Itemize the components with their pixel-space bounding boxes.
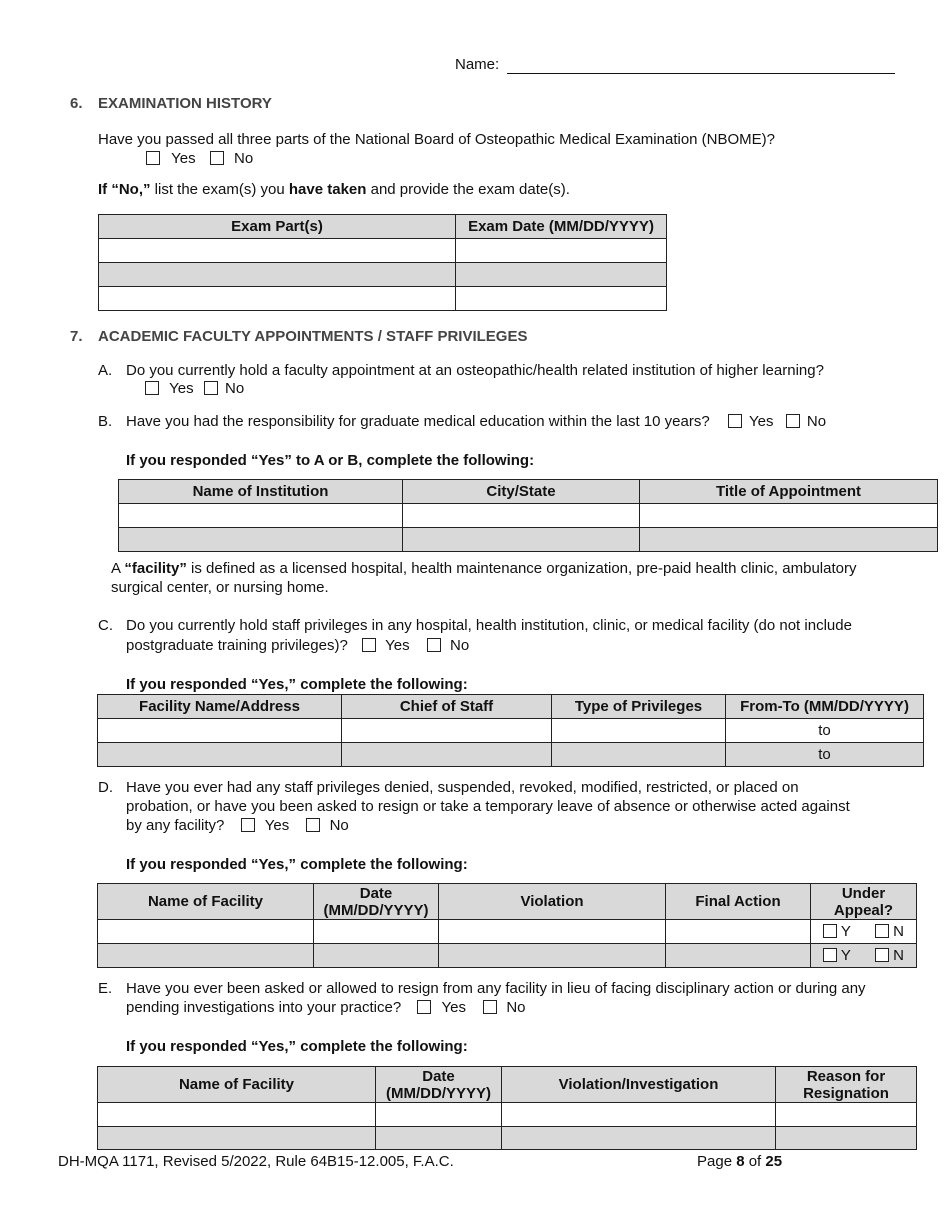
appeal-cell [811,920,917,944]
e-yes-label: Yes [441,999,466,1016]
exam-date-cell[interactable] [456,263,667,287]
reason-resignation-header: Reason for Resignation [776,1067,917,1103]
from-to-cell[interactable] [726,743,924,767]
table-cell[interactable] [98,1103,376,1127]
appeal-cell [811,944,917,968]
exam-part-cell[interactable] [99,287,456,311]
a-no-label: No [225,380,245,397]
question-c-line1: Do you currently hold staff privileges in any hospital, health institution, clinic, or medical facility (do not include [126,617,852,634]
exam-part-cell[interactable] [99,239,456,263]
table-cell[interactable] [98,743,342,767]
to-label: to [818,722,831,739]
table-cell[interactable] [314,944,439,968]
question-a-letter: A. [98,362,113,379]
question-a-text: Do you currently hold a faculty appointment at an osteopathic/health related institution of higher learning? [126,362,824,379]
table-cell[interactable] [342,719,552,743]
d-no-checkbox[interactable] [306,818,320,832]
table-cell[interactable] [98,920,314,944]
table-cell[interactable] [342,743,552,767]
ab-instruction: If you responded “Yes” to A or B, complete the following: [126,452,535,469]
appeal-y-checkbox[interactable] [823,924,837,938]
name-input-line[interactable] [507,73,895,74]
city-state-header: City/State [403,480,640,504]
table-cell[interactable] [502,1127,776,1150]
nbome-question: Have you passed all three parts of the National Board of Osteopathic Medical Examination (NBOME)? [98,131,776,148]
table-cell[interactable] [776,1103,917,1127]
to-label: to [818,746,831,763]
e-instruction: If you responded “Yes,” complete the following: [126,1038,468,1055]
question-c-letter: C. [98,617,113,634]
table-cell[interactable] [119,504,403,528]
table-row [98,944,917,968]
nbome-answer [146,150,253,167]
from-to-cell[interactable] [726,719,924,743]
date-header: Date (MM/DD/YYYY) [314,884,439,920]
appeal-n-checkbox[interactable] [875,924,889,938]
facility-definition-line2: surgical center, or nursing home. [111,579,329,596]
section-7-number: 7. [70,328,83,345]
c-yes-checkbox[interactable] [362,638,376,652]
exam-part-cell[interactable] [99,263,456,287]
nbome-yes-checkbox[interactable] [146,151,160,165]
nbome-no-label: No [234,150,254,167]
question-b-letter: B. [98,413,113,430]
violation-investigation-header: Violation/Investigation [502,1067,776,1103]
d-instruction: If you responded “Yes,” complete the following: [126,856,468,873]
table-cell[interactable] [98,944,314,968]
faculty-table [118,479,938,552]
table-cell[interactable] [376,1127,502,1150]
question-d-line1: Have you ever had any staff privileges denied, suspended, revoked, modified, restricted, or placed on [126,779,799,796]
exam-part-header: Exam Part(s) [99,215,456,239]
b-yes-checkbox[interactable] [728,414,742,428]
table-cell[interactable] [552,743,726,767]
appeal-y-label: Y [840,947,851,964]
nbome-yes-label: Yes [171,150,196,167]
appeal-y-checkbox[interactable] [823,948,837,962]
b-no-checkbox[interactable] [786,414,800,428]
table-cell[interactable] [776,1127,917,1150]
question-d-letter: D. [98,779,113,796]
appeal-n-label: N [893,923,904,940]
from-to-header: From-To (MM/DD/YYYY) [726,695,924,719]
question-c-line2: postgraduate training privileges)? Yes No [126,637,470,654]
privilege-actions-table [97,883,917,968]
nbome-no-checkbox[interactable] [210,151,224,165]
exam-date-cell[interactable] [456,287,667,311]
table-cell[interactable] [314,920,439,944]
table-row [99,263,667,287]
table-cell[interactable] [502,1103,776,1127]
violation-header: Violation [439,884,666,920]
exam-date-cell[interactable] [456,239,667,263]
exam-date-header: Exam Date (MM/DD/YYYY) [456,215,667,239]
table-cell[interactable] [403,504,640,528]
d-yes-label: Yes [264,817,290,834]
table-row [99,239,667,263]
table-row [98,719,924,743]
table-row [98,920,917,944]
table-cell[interactable] [439,944,666,968]
a-yes-label: Yes [169,380,194,397]
table-row [98,1103,917,1127]
title-appointment-header: Title of Appointment [640,480,938,504]
b-no-label: No [806,413,827,430]
table-cell[interactable] [98,719,342,743]
e-no-checkbox[interactable] [483,1000,497,1014]
question-d-line3: by any facility? Yes No [126,817,349,834]
a-yes-checkbox[interactable] [145,381,159,395]
table-cell[interactable] [552,719,726,743]
facility-header: Name of Facility [98,1067,376,1103]
table-cell[interactable] [376,1103,502,1127]
table-cell[interactable] [98,1127,376,1150]
appeal-n-checkbox[interactable] [875,948,889,962]
facility-name-header: Facility Name/Address [98,695,342,719]
facility-header: Name of Facility [98,884,314,920]
question-e-line1: Have you ever been asked or allowed to resign from any facility in lieu of facing disciplinary action or during any [126,980,866,997]
type-privileges-header: Type of Privileges [552,695,726,719]
d-no-label: No [329,817,349,834]
institution-header: Name of Institution [119,480,403,504]
c-yes-label: Yes [385,637,410,654]
table-cell[interactable] [666,920,811,944]
table-cell[interactable] [403,528,640,552]
page-number: Page 8 of 25 [697,1153,783,1170]
a-no-checkbox[interactable] [204,381,218,395]
table-cell[interactable] [439,920,666,944]
table-row [119,504,938,528]
table-cell[interactable] [640,528,938,552]
privileges-table [97,694,924,767]
question-a-answer [145,380,244,397]
c-no-checkbox[interactable] [427,638,441,652]
question-b-text [126,413,826,430]
date-header: Date (MM/DD/YYYY) [376,1067,502,1103]
table-row [99,287,667,311]
if-no-instruction: If “No,” list the exam(s) you have taken and provide the exam date(s). [98,181,570,198]
question-d-line2: probation, or have you been asked to resign or take a temporary leave of absence or otherwise acted against [126,798,850,815]
facility-definition-line1: A “facility” is defined as a licensed hospital, health maintenance organization, pre-paid health clinic, ambulatory [111,560,857,577]
question-e-line2: pending investigations into your practice? Yes No [126,999,526,1016]
form-id: DH-MQA 1171, Revised 5/2022, Rule 64B15-12.005, F.A.C. [58,1153,454,1170]
exam-table [98,214,667,311]
table-cell[interactable] [666,944,811,968]
under-appeal-header: Under Appeal? [811,884,917,920]
table-row [98,743,924,767]
question-b-label: Have you had the responsibility for graduate medical education within the last 10 years? [126,413,710,430]
table-row [119,528,938,552]
final-action-header: Final Action [666,884,811,920]
c-instruction: If you responded “Yes,” complete the following: [126,676,468,693]
resignation-table [97,1066,917,1150]
question-e-letter: E. [98,980,113,997]
b-yes-label: Yes [749,413,774,430]
appeal-n-label: N [893,947,904,964]
appeal-y-label: Y [840,923,851,940]
chief-of-staff-header: Chief of Staff [342,695,552,719]
e-no-label: No [506,999,526,1016]
section-7-title: ACADEMIC FACULTY APPOINTMENTS / STAFF PRIVILEGES [98,328,528,345]
section-6-number: 6. [70,95,83,112]
table-cell[interactable] [640,504,938,528]
table-row [98,1127,917,1150]
table-cell[interactable] [119,528,403,552]
name-label: Name: [455,56,500,73]
c-no-label: No [449,637,470,654]
section-6-title: EXAMINATION HISTORY [98,95,272,112]
d-yes-checkbox[interactable] [241,818,255,832]
e-yes-checkbox[interactable] [417,1000,431,1014]
